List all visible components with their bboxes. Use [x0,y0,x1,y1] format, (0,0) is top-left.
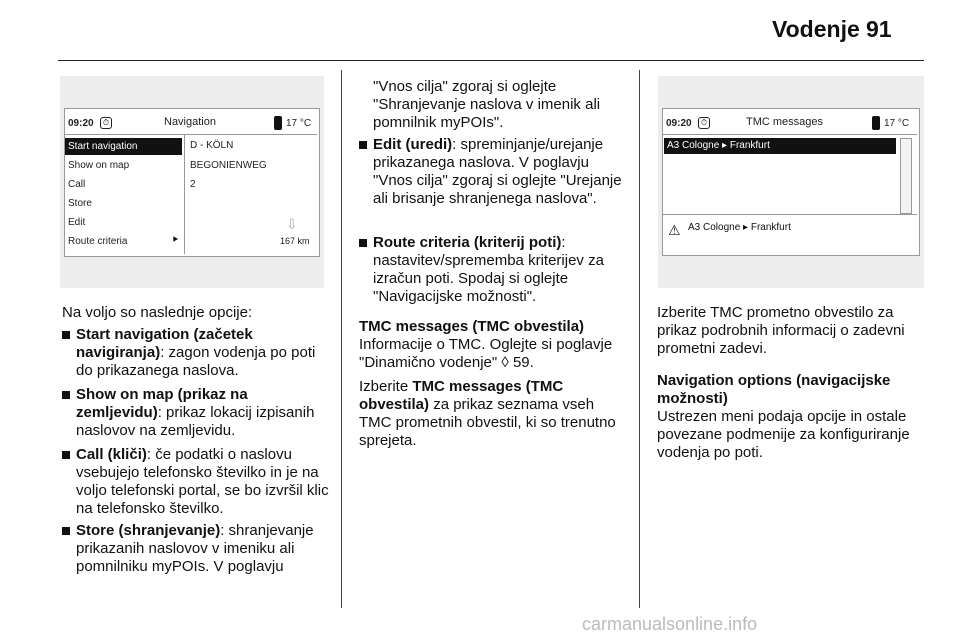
tmc-message-item[interactable]: A3 Cologne ▸ Frankfurt [664,138,896,154]
menu-start-navigation[interactable]: Start navigation [65,138,182,155]
menu-route-criteria[interactable]: Route criteria [68,236,128,247]
clock-time: 09:20 [666,118,692,129]
option-call: Call (kliči): če podatki o naslovu vsebujejo telefonsko številko in je na voljo telefonski portal, se bo izvršil klic na telefonsko številko. [62,446,332,518]
page-title: Vodenje [772,16,860,42]
menu-store[interactable]: Store [68,198,92,209]
clock-time: 09:20 [68,118,94,129]
option-store: Store (shranjevanje): shranjevanje prikazanih naslovov v imeniku ali pomnilniku myPOIs. V poglavju [62,522,332,576]
destination-city: D - KÖLN [190,140,234,151]
option-start-navigation: Start navigation (začetek navigiranja): zagon vodenja po poti do prikazanega naslova. [62,326,332,380]
menu-call[interactable]: Call [68,179,86,190]
title-separator [65,134,317,135]
title-separator [663,134,917,135]
nav-options-text: Ustrezen meni podaja opcije in ostale povezane podmenije za konfiguriranje vodenja po poti. [657,408,910,461]
thermometer-icon [872,116,880,130]
option-show-on-map: Show on map (prikaz na zemljevidu): prikaz lokacij izpisanih naslovov na zemljevidu. [62,386,332,440]
nav-panel-divider [184,135,185,254]
menu-edit[interactable]: Edit [68,217,86,228]
traffic-warning-icon: ⚠ [668,222,681,238]
tmc-screen [658,76,924,288]
temperature: 17 °C [884,118,910,129]
store-continuation: "Vnos cilja" zgoraj si oglejte "Shranjevanje naslova v imenik ali pomnilnik myPOIs". [373,78,601,131]
menu-show-on-map[interactable]: Show on map [68,160,130,171]
column-divider-2 [639,70,640,608]
tmc-select-text: Izberite TMC messages (TMC obvestila) za prikaz seznama vseh TMC prometnih obvestil, ki so trenutno sprejeta. [359,378,616,449]
intro-text: Na voljo so naslednje opcije: [62,304,253,321]
tmc-screen-title: TMC messages [746,116,824,128]
temperature: 17 °C [286,118,312,129]
destination-number: 2 [190,179,196,190]
clock-icon: ⏱ [698,117,710,129]
watermark: carmanualsonline.info [582,614,758,634]
option-route-criteria: Route criteria (kriterij poti): nastavitev/sprememba kriterijev za izračun poti. Spodaj si oglejte "Navigacijske možnosti". [359,234,629,306]
tmc-info-text: Informacije o TMC. Oglejte si poglavje "Dinamično vodenje" ◊ 59. [359,336,613,371]
nav-menu [65,138,183,252]
nav-options-heading: Navigation options (navigacijske možnosti) [657,372,891,407]
distance: 167 km [280,236,310,246]
option-edit: Edit (uredi): spreminjanje/urejanje prikazanega naslova. V poglavju "Vnos cilja" zgoraj si oglejte "Urejanje ali brisanje shranjenega naslova". [359,136,629,208]
scrollbar[interactable] [900,138,912,214]
tmc-screen-frame [662,108,920,256]
detail-separator [663,214,917,215]
column-divider-1 [341,70,342,608]
arrow-down-icon: ⇩ [286,216,298,232]
thermometer-icon [274,116,282,130]
chevron-right-icon: ⯈ [171,235,179,246]
navigation-screen [60,76,324,288]
destination-street: BEGONIENWEG [190,160,267,171]
tmc-detail-message: A3 Cologne ▸ Frankfurt [688,222,791,233]
nav-screen-title: Navigation [164,116,216,128]
tmc-heading: TMC messages (TMC obvestila) [359,318,585,335]
tmc-detail-text: Izberite TMC prometno obvestilo za prikaz podrobnih informacij o zadevni prometni zadevi. [657,304,905,357]
header-rule [58,60,924,61]
page-number: 91 [866,16,892,42]
clock-icon: ⏱ [100,117,112,129]
